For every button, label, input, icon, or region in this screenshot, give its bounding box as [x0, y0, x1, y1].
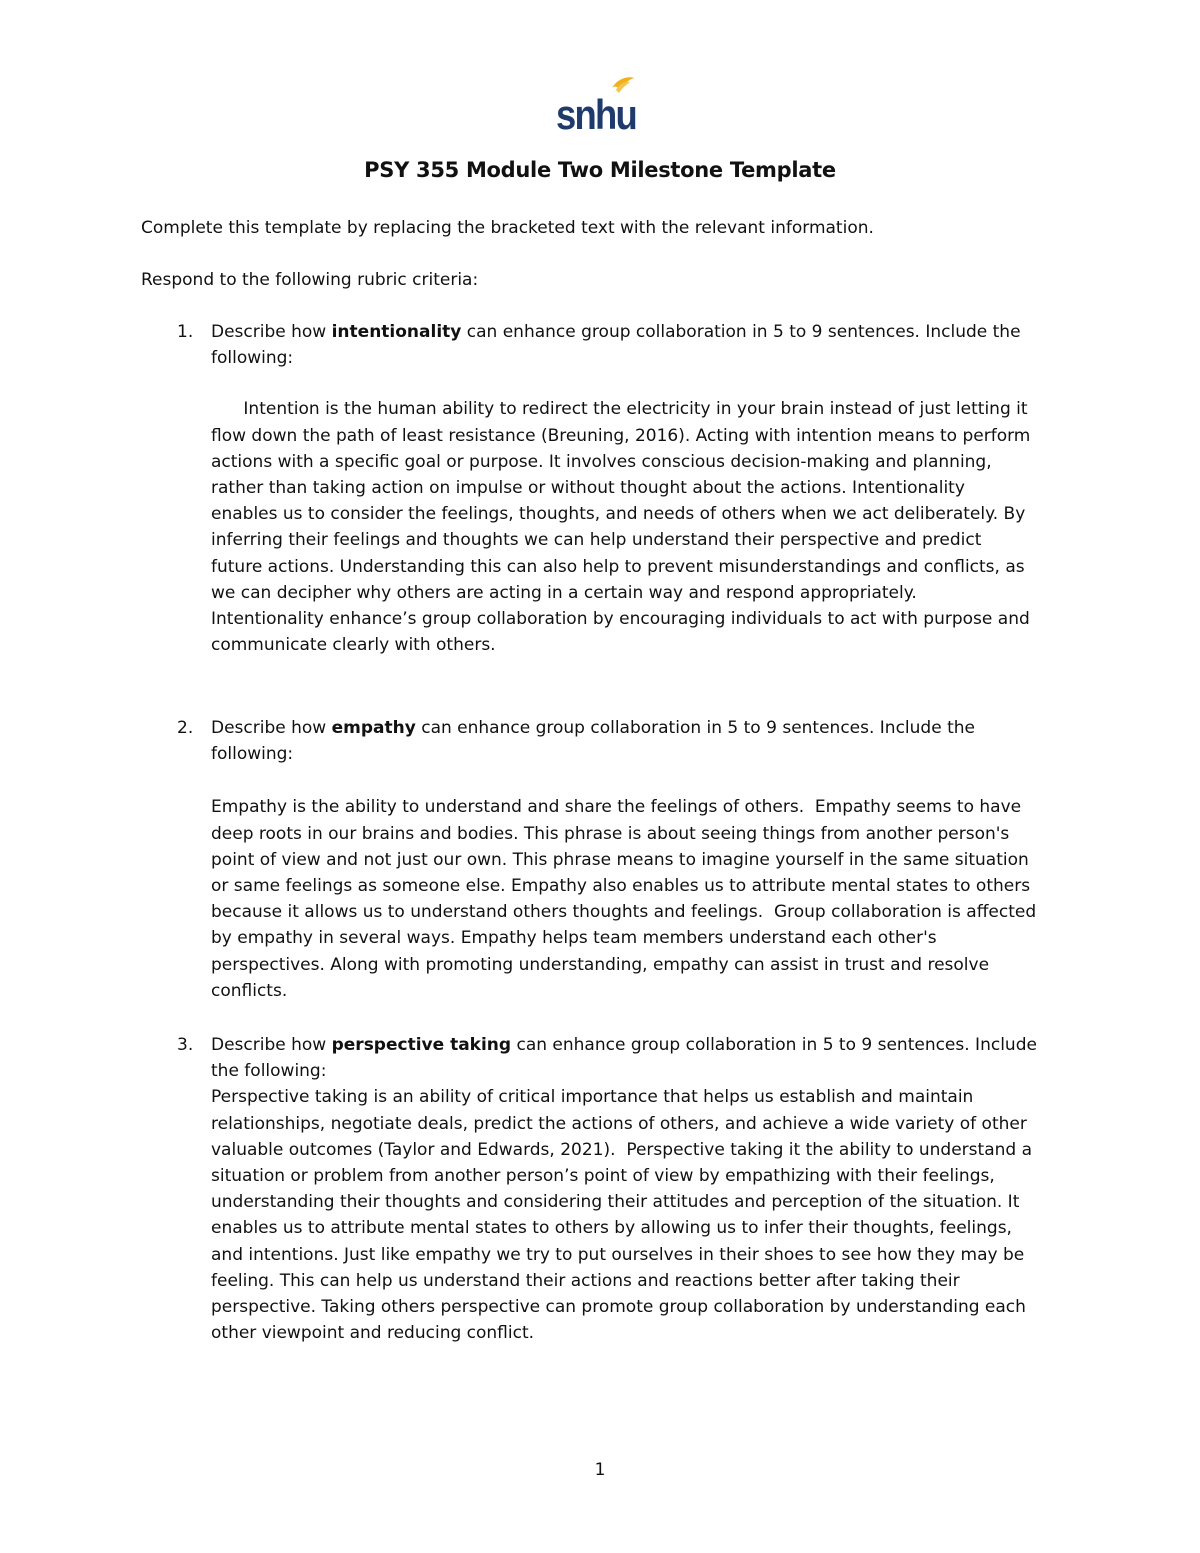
- item-answer: [211, 396, 1071, 658]
- answer-line: conflicts.: [211, 980, 288, 1001]
- answer-line: communicate clearly with others.: [211, 635, 496, 656]
- answer-line: valuable outcomes (Taylor and Edwards, 2021). Perspective taking it the ability to understand a: [211, 1139, 1032, 1160]
- answer-line: point of view and not just our own. This phrase means to imagine yourself in the same situation: [211, 849, 1029, 870]
- item-answer: [211, 794, 1071, 1004]
- answer-line: understanding their thoughts and considering their attitudes and perception of the situation. It: [211, 1192, 1020, 1213]
- answer-line: perspective. Taking others perspective can promote group collaboration by understanding each: [211, 1297, 1026, 1318]
- item-keyword: perspective taking: [331, 1035, 512, 1055]
- answer-line: situation or problem from another person’s point of view by empathizing with their feelings,: [211, 1166, 995, 1187]
- answer-line: flow down the path of least resistance (Breuning, 2016). Acting with intention means to perform: [211, 425, 1031, 446]
- item-prompt: Describe how empathy can enhance group collaboration in 5 to 9 sentences. Include the following:: [211, 718, 975, 765]
- item-keyword: empathy: [331, 718, 416, 738]
- answer-line: rather than taking action on impulse or without thought about the actions. Intentionality: [211, 478, 965, 499]
- item-number: 3.: [177, 1035, 194, 1055]
- answer-line: perspectives. Along with promoting understanding, empathy can assist in trust and resolve: [211, 954, 990, 975]
- rubric-item-2: [141, 715, 1071, 1004]
- answer-line: feeling. This can help us understand their actions and reactions better after taking their: [211, 1270, 960, 1291]
- answer-line: actions with a specific goal or purpose. It involves conscious decision-making and planning,: [211, 451, 992, 472]
- answer-line: and intentions. Just like empathy we try to put ourselves in their shoes to see how they may be: [211, 1244, 1025, 1265]
- answer-line: by empathy in several ways. Empathy helps team members understand each other's: [211, 928, 937, 949]
- answer-line: inferring their feelings and thoughts we can help understand their perspective and predict: [211, 530, 982, 551]
- answer-line: enables us to consider the feelings, thoughts, and needs of others when we act deliberately. By: [211, 504, 1026, 525]
- answer-line: enables us to attribute mental states to others by allowing us to infer their thoughts, feelings,: [211, 1218, 1012, 1239]
- item-prompt: Describe how intentionality can enhance group collaboration in 5 to 9 sentences. Include the following:: [211, 322, 1021, 369]
- instructions-text: Complete this template by replacing the bracketed text with the relevant information.: [141, 218, 874, 238]
- item-number: 1.: [177, 322, 194, 342]
- page-title: PSY 355 Module Two Milestone Template: [364, 158, 836, 182]
- answer-line: because it allows us to understand others thoughts and feelings. Group collaboration is affected: [211, 902, 1037, 923]
- answer-line: Intentionality enhance’s group collaboration by encouraging individuals to act with purpose and: [211, 609, 1030, 630]
- answer-line: we can decipher why others are acting in a certain way and respond appropriately.: [211, 582, 917, 603]
- page-number: 1: [594, 1460, 606, 1480]
- answer-line: Intention is the human ability to redirect the electricity in your brain instead of just letting it: [211, 399, 1028, 420]
- answer-line: deep roots in our brains and bodies. This phrase is about seeing things from another person's: [211, 823, 1010, 844]
- answer-line: Empathy is the ability to understand and share the feelings of others. Empathy seems to have: [211, 797, 1022, 818]
- answer-line: future actions. Understanding this can also help to prevent misunderstandings and conflicts, as: [211, 556, 1025, 577]
- rubric-item-1: [141, 319, 1071, 658]
- rubric-item-3: [141, 1032, 1071, 1346]
- answer-line: other viewpoint and reducing conflict.: [211, 1323, 535, 1344]
- item-prompt: Describe how perspective taking can enhance group collaboration in 5 to 9 sentences. Include the following:: [211, 1035, 1037, 1082]
- item-number: 2.: [177, 718, 194, 738]
- respond-label: Respond to the following rubric criteria:: [141, 270, 479, 290]
- item-answer: [211, 1084, 1071, 1346]
- logo-text: snhu: [556, 91, 636, 138]
- answer-line: Perspective taking is an ability of critical importance that helps us establish and maintain: [211, 1087, 974, 1108]
- answer-line: relationships, negotiate deals, predict the actions of others, and achieve a wide variety of other: [211, 1113, 1027, 1134]
- item-keyword: intentionality: [331, 322, 462, 342]
- snhu-logo: [556, 74, 638, 138]
- answer-line: or same feelings as someone else. Empathy also enables us to attribute mental states to others: [211, 876, 1031, 897]
